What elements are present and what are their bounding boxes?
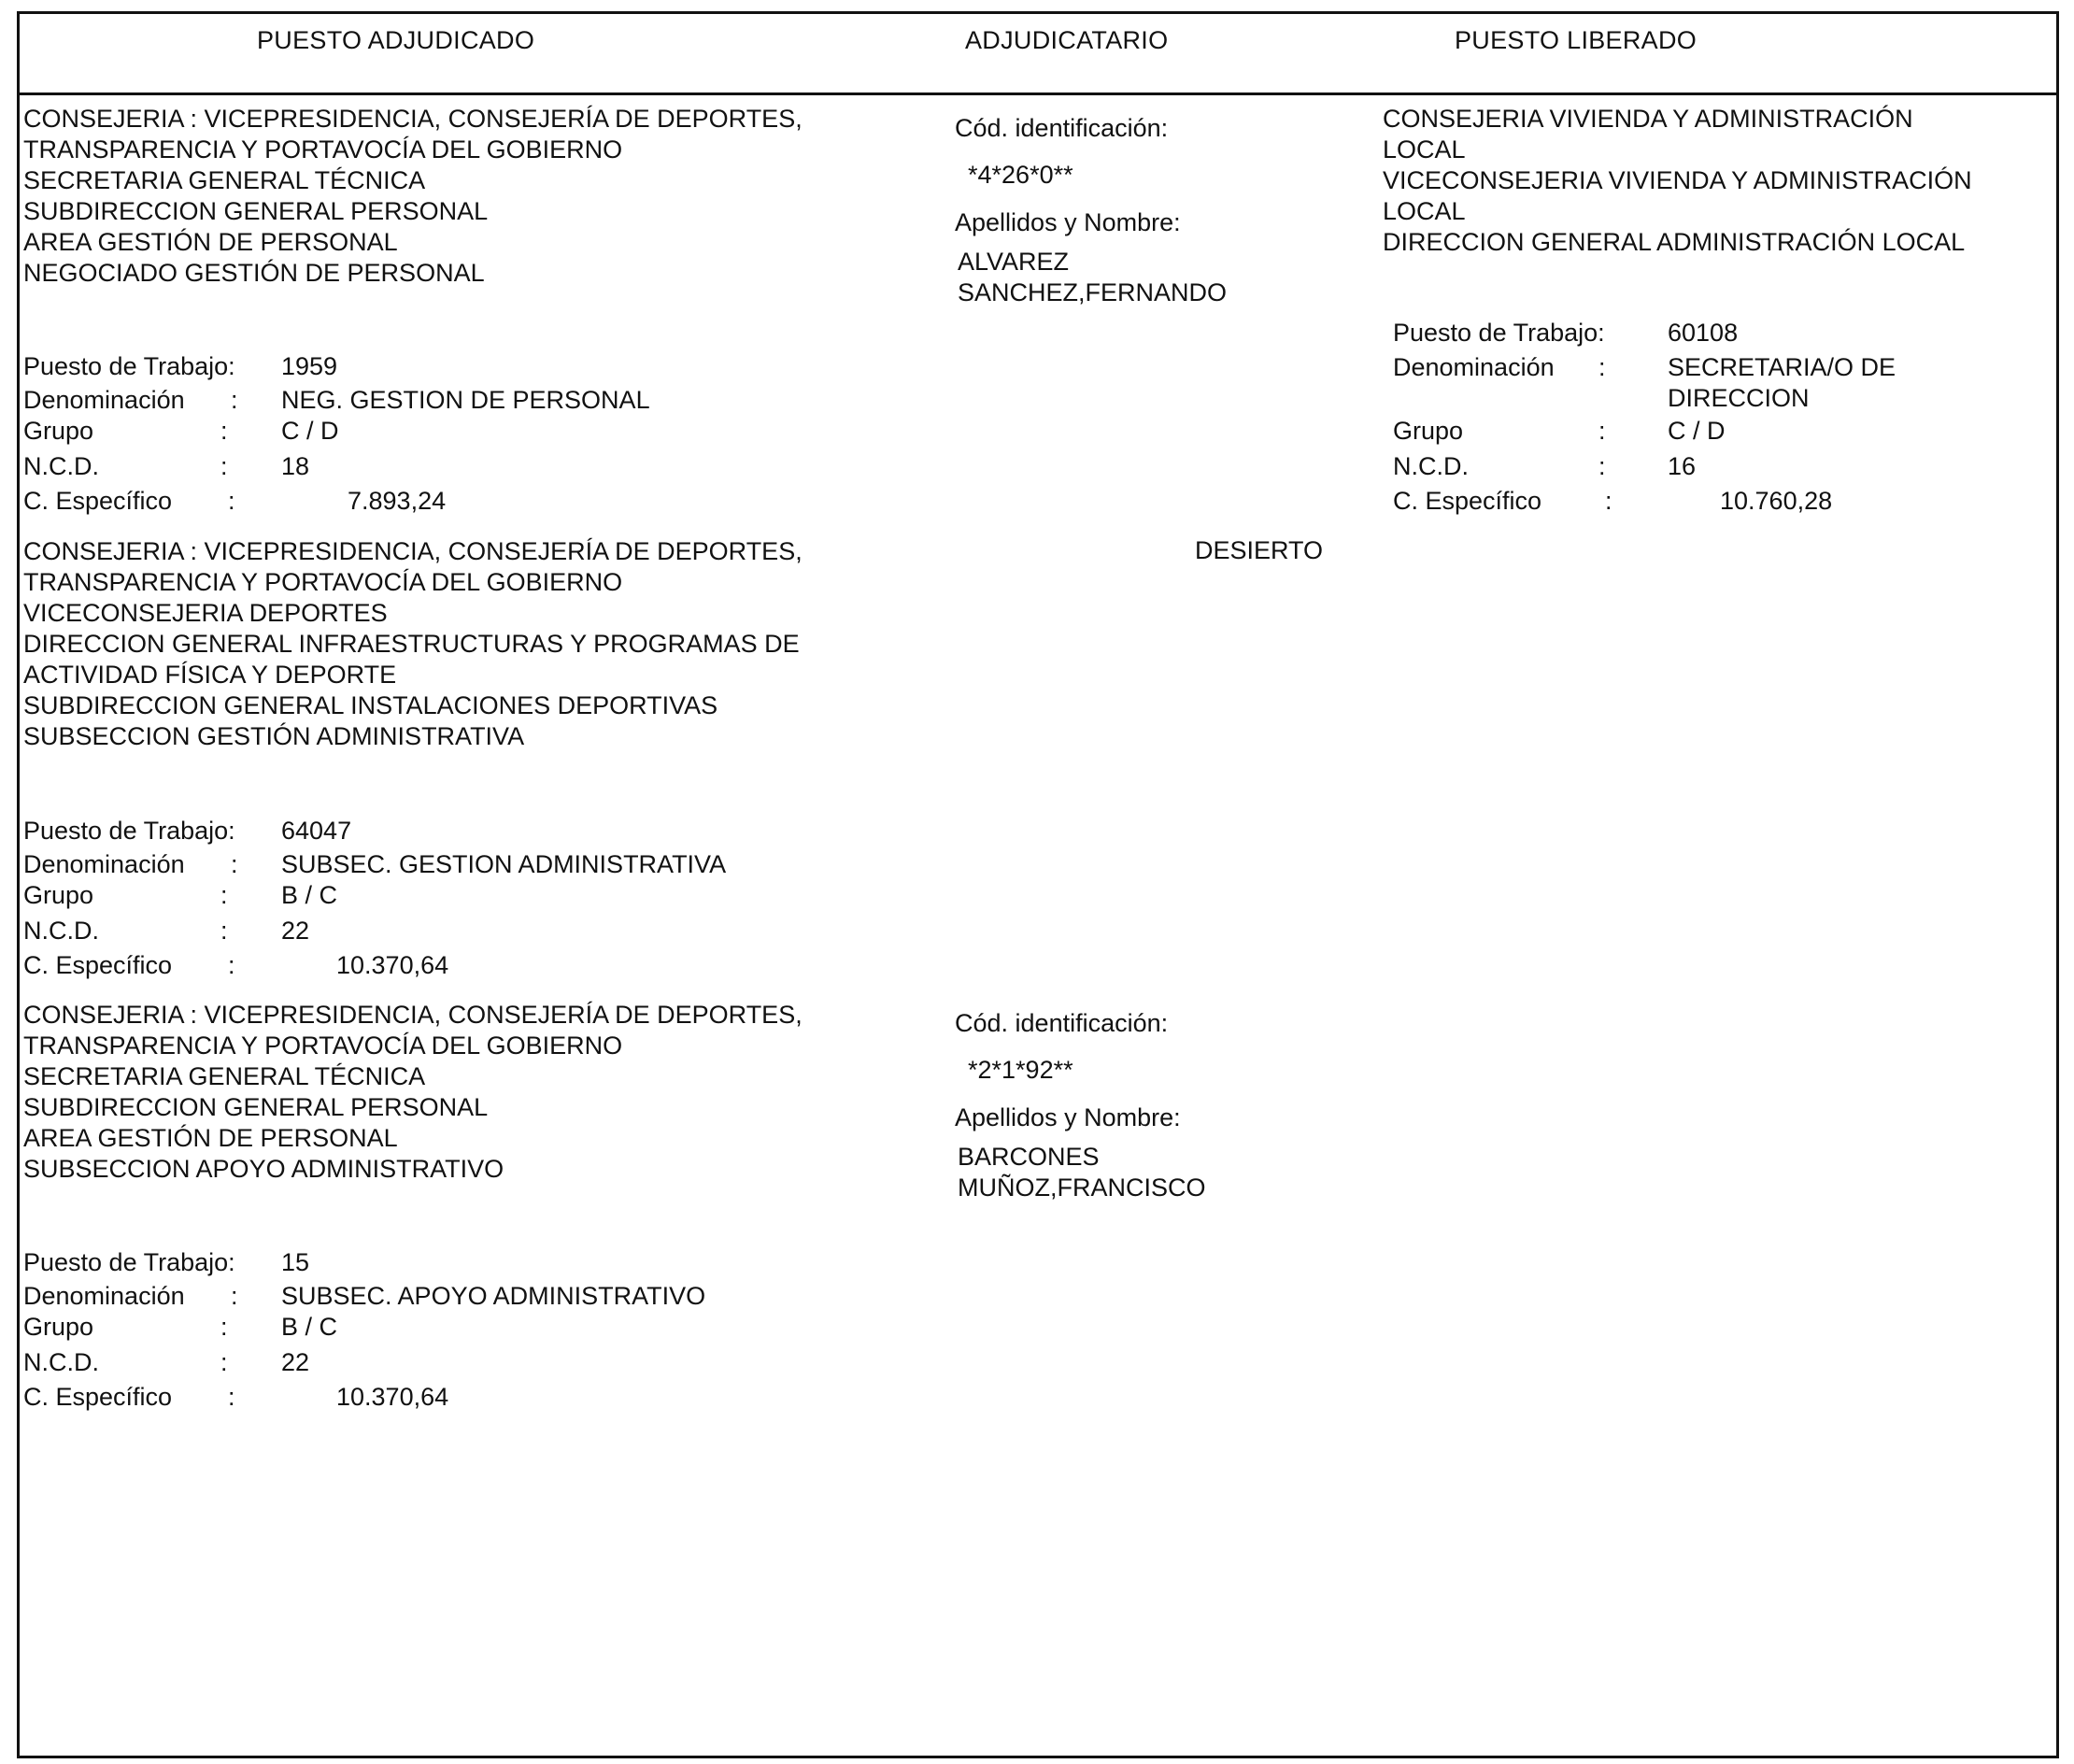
org-line: DIRECCION GENERAL INFRAESTRUCTURAS Y PROGRAMAS DE: [23, 630, 800, 658]
org-line: SUBDIRECCION GENERAL PERSONAL: [23, 197, 489, 225]
denominacion-label: Denominación: [23, 386, 185, 414]
colon: :: [220, 1313, 228, 1341]
puesto-value: 64047: [281, 817, 352, 845]
org-line: VICECONSEJERIA VIVIENDA Y ADMINISTRACIÓN: [1383, 166, 1972, 194]
org-line: SUBDIRECCION GENERAL PERSONAL: [23, 1093, 489, 1121]
ncd-value: 22: [281, 917, 310, 945]
liberado-denominacion: [1668, 352, 1896, 414]
denominacion-label: Denominación: [23, 1282, 185, 1310]
especifico-value: 10.370,64: [336, 1383, 449, 1411]
colon: :: [231, 850, 238, 878]
header-puesto-liberado: PUESTO LIBERADO: [1455, 26, 1698, 54]
denominacion-value: SUBSEC. GESTION ADMINISTRATIVA: [281, 850, 727, 878]
ncd-label: N.C.D.: [23, 917, 99, 945]
entry-1-organization: [23, 104, 803, 289]
org-line: VICECONSEJERIA DEPORTES: [23, 599, 388, 627]
denominacion-label: Denominación: [1393, 353, 1555, 381]
denominacion-value: NEG. GESTION DE PERSONAL: [281, 386, 650, 414]
org-line: SECRETARIA GENERAL TÉCNICA: [23, 1062, 426, 1090]
colon: :: [220, 881, 228, 909]
especifico-label: C. Específico: [23, 487, 173, 515]
org-line: LOCAL: [1383, 197, 1466, 225]
colon: :: [1605, 487, 1612, 515]
grupo-value: B / C: [281, 1313, 338, 1341]
especifico-value: 7.893,24: [348, 487, 447, 515]
org-line: LOCAL: [1383, 135, 1466, 164]
cod-value: *4*26*0**: [968, 161, 1073, 189]
colon: :: [231, 386, 238, 414]
header-puesto-adjudicado: PUESTO ADJUDICADO: [257, 26, 535, 54]
puesto-value: 1959: [281, 352, 338, 380]
name-line: ALVAREZ: [958, 248, 1070, 276]
org-line: DIRECCION GENERAL ADMINISTRACIÓN LOCAL: [1383, 228, 1966, 256]
ncd-value: 16: [1668, 452, 1697, 480]
name-line: MUÑOZ,FRANCISCO: [958, 1174, 1206, 1202]
denominacion-line: SECRETARIA/O DE: [1668, 353, 1896, 381]
grupo-label: Grupo: [23, 1313, 94, 1341]
ncd-label: N.C.D.: [23, 452, 99, 480]
colon: :: [228, 951, 235, 979]
org-line: CONSEJERIA : VICEPRESIDENCIA, CONSEJERÍA DE DEPORTES,: [23, 1001, 803, 1029]
name-line: SANCHEZ,FERNANDO: [958, 278, 1228, 306]
org-line: SUBSECCION APOYO ADMINISTRATIVO: [23, 1155, 504, 1183]
puesto-value: 15: [281, 1248, 310, 1276]
ncd-value: 22: [281, 1348, 310, 1376]
cod-label: Cód. identificación:: [955, 1009, 1169, 1037]
puesto-label: Puesto de Trabajo:: [1393, 319, 1605, 347]
grupo-value: C / D: [1668, 417, 1726, 445]
colon: :: [1598, 353, 1606, 381]
especifico-label: C. Específico: [23, 1383, 173, 1411]
ncd-label: N.C.D.: [23, 1348, 99, 1376]
puesto-label: Puesto de Trabajo:: [23, 817, 235, 845]
denominacion-line: DIRECCION: [1668, 384, 1810, 412]
grupo-label: Grupo: [23, 881, 94, 909]
org-line: SUBSECCION GESTIÓN ADMINISTRATIVA: [23, 722, 525, 750]
org-line: CONSEJERIA : VICEPRESIDENCIA, CONSEJERÍA DE DEPORTES,: [23, 105, 803, 133]
apellidos-label: Apellidos y Nombre:: [955, 1103, 1181, 1131]
colon: :: [1598, 452, 1606, 480]
header-divider: [17, 92, 2059, 95]
ncd-value: 18: [281, 452, 310, 480]
ncd-label: N.C.D.: [1393, 452, 1469, 480]
puesto-label: Puesto de Trabajo:: [23, 352, 235, 380]
colon: :: [220, 1348, 228, 1376]
denominacion-value: SUBSEC. APOYO ADMINISTRATIVO: [281, 1282, 706, 1310]
header-adjudicatario: ADJUDICATARIO: [965, 26, 1169, 54]
status-desierto: DESIERTO: [1195, 536, 1324, 564]
org-line: SUBDIRECCION GENERAL INSTALACIONES DEPORTIVAS: [23, 691, 718, 719]
liberado-organization: [1383, 104, 1972, 258]
especifico-value: 10.760,28: [1720, 487, 1833, 515]
puesto-label: Puesto de Trabajo:: [23, 1248, 235, 1276]
entry-3-organization: [23, 1000, 803, 1185]
colon: :: [228, 487, 235, 515]
grupo-value: C / D: [281, 417, 339, 445]
especifico-label: C. Específico: [1393, 487, 1542, 515]
denominacion-label: Denominación: [23, 850, 185, 878]
grupo-label: Grupo: [23, 417, 94, 445]
adjudicatario-name: [958, 247, 1227, 308]
colon: :: [220, 917, 228, 945]
org-line: TRANSPARENCIA Y PORTAVOCÍA DEL GOBIERNO: [23, 135, 623, 164]
org-line: SECRETARIA GENERAL TÉCNICA: [23, 166, 426, 194]
org-line: CONSEJERIA VIVIENDA Y ADMINISTRACIÓN: [1383, 105, 1913, 133]
apellidos-label: Apellidos y Nombre:: [955, 208, 1181, 236]
colon: :: [1598, 417, 1606, 445]
entry-2-organization: [23, 536, 803, 752]
colon: :: [220, 452, 228, 480]
especifico-value: 10.370,64: [336, 951, 449, 979]
puesto-value: 60108: [1668, 319, 1739, 347]
colon: :: [220, 417, 228, 445]
org-line: ACTIVIDAD FÍSICA Y DEPORTE: [23, 661, 397, 689]
adjudicatario-name: [958, 1142, 1206, 1203]
org-line: CONSEJERIA : VICEPRESIDENCIA, CONSEJERÍA DE DEPORTES,: [23, 537, 803, 565]
especifico-label: C. Específico: [23, 951, 173, 979]
colon: :: [231, 1282, 238, 1310]
name-line: BARCONES: [958, 1143, 1100, 1171]
colon: :: [228, 1383, 235, 1411]
org-line: AREA GESTIÓN DE PERSONAL: [23, 1124, 398, 1152]
org-line: NEGOCIADO GESTIÓN DE PERSONAL: [23, 259, 485, 287]
cod-value: *2*1*92**: [968, 1056, 1073, 1084]
org-line: AREA GESTIÓN DE PERSONAL: [23, 228, 398, 256]
cod-label: Cód. identificación:: [955, 114, 1169, 142]
org-line: TRANSPARENCIA Y PORTAVOCÍA DEL GOBIERNO: [23, 568, 623, 596]
grupo-value: B / C: [281, 881, 338, 909]
grupo-label: Grupo: [1393, 417, 1464, 445]
org-line: TRANSPARENCIA Y PORTAVOCÍA DEL GOBIERNO: [23, 1031, 623, 1060]
